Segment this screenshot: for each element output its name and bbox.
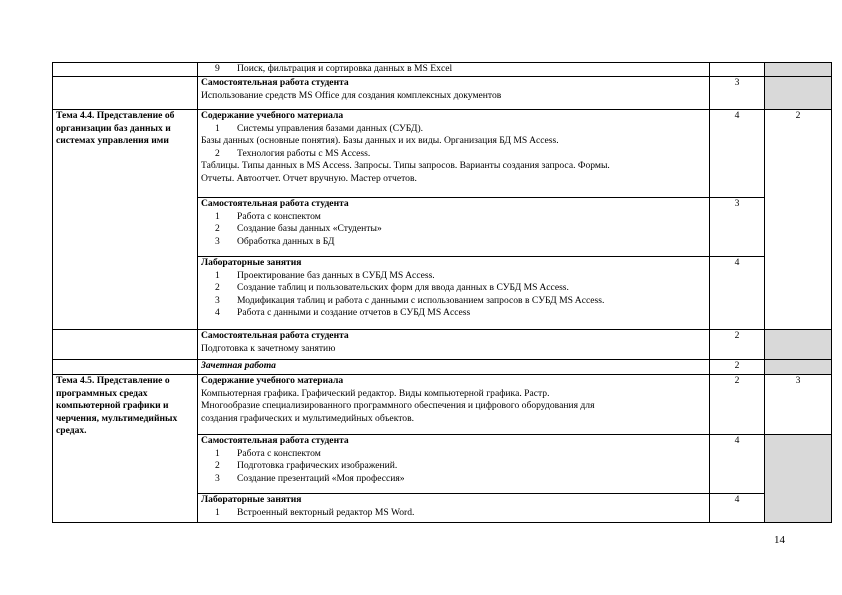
content-cell (198, 198, 710, 257)
content-cell (198, 360, 710, 375)
numbered-item: 1 Системы управления базами данных (СУБД). (215, 122, 424, 134)
hours-cell: 2 (710, 360, 765, 375)
section-header: Лабораторные занятия (201, 494, 302, 505)
level-cell: 3 (765, 375, 832, 435)
content-cell (198, 375, 710, 435)
table-row (53, 77, 832, 110)
content-line: Компьютерная графика. Графический редактор. Виды компьютерной графика. Растр. (201, 387, 550, 399)
hours-cell (710, 63, 765, 77)
content-line: Отчеты. Автоотчет. Отчет вручную. Мастер отчетов. (201, 172, 417, 184)
content-cell (198, 435, 710, 494)
hours-cell: 4 (710, 257, 765, 330)
theme-cell (53, 77, 198, 110)
table-row (53, 375, 832, 435)
theme-title: Тема 4.5. Представление о программных средах компьютерной графики и черчения, мультимедийных средах. (53, 375, 198, 523)
content-line: Использование средств MS Office для создания комплексных документов (201, 89, 502, 101)
hours-cell: 4 (710, 110, 765, 198)
level-cell (765, 360, 832, 375)
numbered-item: 3 Создание презентаций «Моя профессия» (215, 472, 405, 484)
table-row (53, 110, 832, 198)
theme-cell (53, 360, 198, 375)
numbered-item: 1 Встроенный векторный редактор MS Word. (215, 506, 415, 518)
section-header: Содержание учебного материала (201, 375, 344, 386)
content-cell (198, 330, 710, 360)
hours-cell: 4 (710, 435, 765, 494)
section-header: Лабораторные занятия (201, 257, 302, 268)
level-cell: 2 (765, 110, 832, 330)
table-row (53, 63, 832, 77)
numbered-item: 1 Проектирование баз данных в СУБД MS Access. (215, 269, 435, 281)
content-line: Подготовка к зачетному занятию (201, 342, 336, 354)
numbered-item: 1 Работа с конспектом (215, 447, 321, 459)
level-cell (765, 63, 832, 77)
section-header: Зачетная работа (201, 360, 276, 371)
numbered-item: 2 Технология работы с MS Access. (215, 147, 371, 159)
content-cell (198, 77, 710, 110)
hours-cell: 2 (710, 375, 765, 435)
section-header: Самостоятельная работа студента (201, 198, 349, 209)
page-number: 14 (774, 534, 785, 546)
numbered-item: 2 Создание таблиц и пользовательских форм для ввода данных в СУБД MS Access. (215, 282, 569, 293)
level-cell (765, 77, 832, 110)
hours-cell: 3 (710, 77, 765, 110)
content-cell (198, 494, 710, 523)
section-header: Содержание учебного материала (201, 110, 344, 121)
table-row (53, 360, 832, 375)
numbered-item: 9 Поиск, фильтрация и сортировка данных в MS Excel (215, 63, 453, 74)
curriculum-table (52, 62, 832, 523)
section-header: Самостоятельная работа студента (201, 77, 349, 88)
content-line: создания графических и мультимедийных объектов. (201, 412, 415, 424)
section-header: Самостоятельная работа студента (201, 435, 349, 446)
level-cell (765, 435, 832, 523)
content-line: Многообразие специализированного программного обеспечения и цифрового оборудования для (201, 400, 595, 411)
level-cell (765, 330, 832, 360)
theme-cell (53, 330, 198, 360)
theme-title: Тема 4.4. Представление об организации баз данных и системах управления ими (53, 110, 198, 330)
hours-cell: 4 (710, 494, 765, 523)
numbered-item: 3 Модификация таблиц и работа с данными с использованием запросов в СУБД MS Access. (215, 294, 605, 306)
numbered-item: 3 Обработка данных в БД (215, 235, 335, 247)
content-line: Таблицы. Типы данных в MS Access. Запросы. Типы запросов. Варианты создания запроса. Формы. (201, 160, 610, 171)
content-line: Базы данных (основные понятия). Базы данных и их виды. Организация БД MS Access. (201, 135, 559, 146)
numbered-item: 4 Работа с данными и создание отчетов в СУБД MS Access (215, 307, 471, 318)
theme-cell (53, 63, 198, 77)
section-header: Самостоятельная работа студента (201, 330, 349, 341)
numbered-item: 2 Создание базы данных «Студенты» (215, 223, 382, 234)
numbered-item: 2 Подготовка графических изображений. (215, 460, 398, 471)
content-cell (198, 110, 710, 198)
content-cell (198, 63, 710, 77)
hours-cell: 2 (710, 330, 765, 360)
table-row (53, 330, 832, 360)
hours-cell: 3 (710, 198, 765, 257)
content-cell (198, 257, 710, 330)
numbered-item: 1 Работа с конспектом (215, 210, 321, 222)
